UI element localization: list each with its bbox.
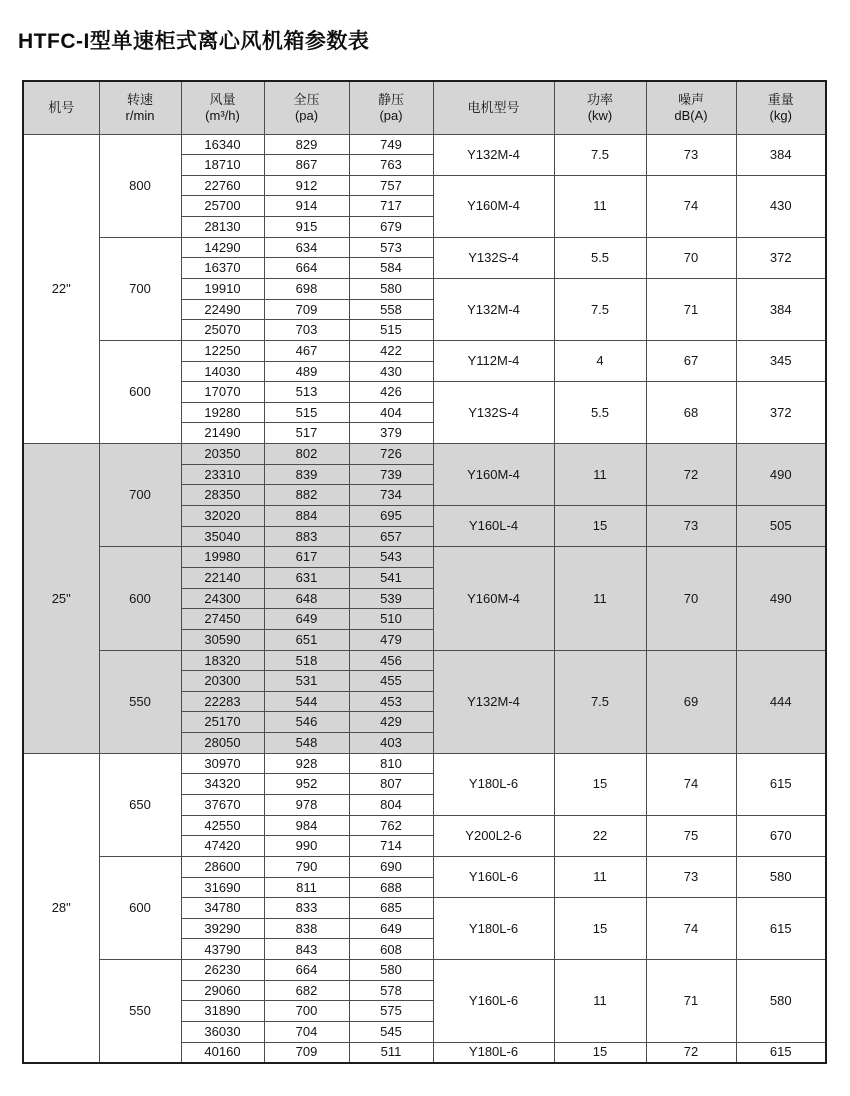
power-cell: 7.5 — [554, 650, 646, 753]
static-pressure-cell: 510 — [349, 609, 433, 630]
page-title: HTFC-I型单速柜式离心风机箱参数表 — [18, 30, 370, 53]
air-flow-cell: 12250 — [181, 340, 264, 361]
motor-model-cell: Y160M-4 — [433, 547, 554, 650]
total-pressure-cell: 649 — [264, 609, 349, 630]
total-pressure-cell: 515 — [264, 402, 349, 423]
table-row — [23, 340, 826, 361]
static-pressure-cell: 379 — [349, 423, 433, 444]
power-cell: 15 — [554, 753, 646, 815]
speed-cell: 700 — [99, 237, 181, 340]
air-flow-cell: 20350 — [181, 444, 264, 465]
air-flow-cell: 40160 — [181, 1042, 264, 1063]
power-cell: 4 — [554, 340, 646, 381]
total-pressure-cell: 664 — [264, 258, 349, 279]
static-pressure-cell: 541 — [349, 567, 433, 588]
noise-cell: 70 — [646, 547, 736, 650]
speed-cell: 600 — [99, 340, 181, 443]
table-row — [23, 134, 826, 155]
weight-cell: 670 — [736, 815, 826, 856]
static-pressure-cell: 734 — [349, 485, 433, 506]
air-flow-cell: 47420 — [181, 836, 264, 857]
noise-cell: 73 — [646, 134, 736, 175]
total-pressure-cell: 467 — [264, 340, 349, 361]
noise-cell: 73 — [646, 506, 736, 547]
power-cell: 5.5 — [554, 237, 646, 278]
air-flow-cell: 28050 — [181, 733, 264, 754]
total-pressure-cell: 648 — [264, 588, 349, 609]
motor-model-cell: Y132M-4 — [433, 278, 554, 340]
total-pressure-cell: 952 — [264, 774, 349, 795]
static-pressure-cell: 479 — [349, 629, 433, 650]
air-flow-cell: 23310 — [181, 464, 264, 485]
motor-model-cell: Y200L2-6 — [433, 815, 554, 856]
motor-model-cell: Y180L-6 — [433, 1042, 554, 1063]
static-pressure-cell: 810 — [349, 753, 433, 774]
total-pressure-cell: 838 — [264, 918, 349, 939]
static-pressure-cell: 726 — [349, 444, 433, 465]
noise-cell: 75 — [646, 815, 736, 856]
air-flow-cell: 31890 — [181, 1001, 264, 1022]
static-pressure-cell: 757 — [349, 175, 433, 196]
static-pressure-cell: 453 — [349, 691, 433, 712]
air-flow-cell: 30590 — [181, 629, 264, 650]
total-pressure-cell: 489 — [264, 361, 349, 382]
air-flow-cell: 25700 — [181, 196, 264, 217]
table-row — [23, 650, 826, 671]
total-pressure-cell: 914 — [264, 196, 349, 217]
air-flow-cell: 22140 — [181, 567, 264, 588]
power-cell: 11 — [554, 856, 646, 897]
static-pressure-cell: 688 — [349, 877, 433, 898]
static-pressure-cell: 714 — [349, 836, 433, 857]
static-pressure-cell: 584 — [349, 258, 433, 279]
motor-model-cell: Y160M-4 — [433, 444, 554, 506]
noise-cell: 68 — [646, 382, 736, 444]
air-flow-cell: 19910 — [181, 278, 264, 299]
total-pressure-cell: 802 — [264, 444, 349, 465]
table-body — [23, 134, 826, 1063]
total-pressure-cell: 884 — [264, 506, 349, 527]
static-pressure-cell: 804 — [349, 795, 433, 816]
static-pressure-cell: 543 — [349, 547, 433, 568]
static-pressure-cell: 807 — [349, 774, 433, 795]
speed-cell: 700 — [99, 444, 181, 547]
power-cell: 15 — [554, 898, 646, 960]
motor-model-cell: Y160L-4 — [433, 506, 554, 547]
machine-size-cell: 22" — [23, 134, 99, 444]
air-flow-cell: 19980 — [181, 547, 264, 568]
static-pressure-cell: 685 — [349, 898, 433, 919]
total-pressure-cell: 984 — [264, 815, 349, 836]
table-header — [23, 81, 826, 134]
total-pressure-cell: 664 — [264, 960, 349, 981]
total-pressure-cell: 698 — [264, 278, 349, 299]
air-flow-cell: 29060 — [181, 980, 264, 1001]
weight-cell: 430 — [736, 175, 826, 237]
total-pressure-cell: 682 — [264, 980, 349, 1001]
air-flow-cell: 20300 — [181, 671, 264, 692]
motor-model-cell: Y160M-4 — [433, 175, 554, 237]
air-flow-cell: 30970 — [181, 753, 264, 774]
power-cell: 15 — [554, 1042, 646, 1063]
machine-size-cell: 25" — [23, 444, 99, 754]
table-row — [23, 444, 826, 465]
static-pressure-cell: 695 — [349, 506, 433, 527]
table-row — [23, 960, 826, 981]
static-pressure-cell: 580 — [349, 278, 433, 299]
weight-cell: 505 — [736, 506, 826, 547]
total-pressure-cell: 883 — [264, 526, 349, 547]
total-pressure-cell: 928 — [264, 753, 349, 774]
air-flow-cell: 34320 — [181, 774, 264, 795]
table-row — [23, 856, 826, 877]
total-pressure-cell: 617 — [264, 547, 349, 568]
air-flow-cell: 34780 — [181, 898, 264, 919]
weight-cell: 615 — [736, 898, 826, 960]
motor-model-cell: Y180L-6 — [433, 753, 554, 815]
noise-cell: 74 — [646, 175, 736, 237]
motor-model-cell: Y132S-4 — [433, 382, 554, 444]
air-flow-cell: 32020 — [181, 506, 264, 527]
air-flow-cell: 35040 — [181, 526, 264, 547]
air-flow-cell: 21490 — [181, 423, 264, 444]
total-pressure-cell: 811 — [264, 877, 349, 898]
total-pressure-cell: 912 — [264, 175, 349, 196]
static-pressure-cell: 657 — [349, 526, 433, 547]
air-flow-cell: 22760 — [181, 175, 264, 196]
static-pressure-cell: 580 — [349, 960, 433, 981]
table-row — [23, 237, 826, 258]
machine-size-cell: 28" — [23, 753, 99, 1063]
static-pressure-cell: 511 — [349, 1042, 433, 1063]
total-pressure-cell: 915 — [264, 217, 349, 238]
total-pressure-cell: 709 — [264, 299, 349, 320]
total-pressure-cell: 843 — [264, 939, 349, 960]
air-flow-cell: 39290 — [181, 918, 264, 939]
static-pressure-cell: 717 — [349, 196, 433, 217]
weight-cell: 580 — [736, 960, 826, 1043]
power-cell: 7.5 — [554, 134, 646, 175]
speed-cell: 600 — [99, 856, 181, 959]
weight-cell: 615 — [736, 1042, 826, 1063]
header-static-pressure: 静压 (pa) — [349, 81, 433, 134]
static-pressure-cell: 573 — [349, 237, 433, 258]
motor-model-cell: Y180L-6 — [433, 898, 554, 960]
header-machine-size: 机号 — [23, 81, 99, 134]
static-pressure-cell: 426 — [349, 382, 433, 403]
total-pressure-cell: 833 — [264, 898, 349, 919]
static-pressure-cell: 539 — [349, 588, 433, 609]
power-cell: 15 — [554, 506, 646, 547]
static-pressure-cell: 762 — [349, 815, 433, 836]
air-flow-cell: 28600 — [181, 856, 264, 877]
motor-model-cell: Y160L-6 — [433, 960, 554, 1043]
power-cell: 5.5 — [554, 382, 646, 444]
speed-cell: 550 — [99, 960, 181, 1063]
power-cell: 11 — [554, 547, 646, 650]
weight-cell: 345 — [736, 340, 826, 381]
power-cell: 7.5 — [554, 278, 646, 340]
total-pressure-cell: 990 — [264, 836, 349, 857]
static-pressure-cell: 422 — [349, 340, 433, 361]
weight-cell: 490 — [736, 444, 826, 506]
table-row — [23, 547, 826, 568]
weight-cell: 372 — [736, 237, 826, 278]
speed-cell: 600 — [99, 547, 181, 650]
total-pressure-cell: 631 — [264, 567, 349, 588]
air-flow-cell: 18710 — [181, 155, 264, 176]
motor-model-cell: Y132S-4 — [433, 237, 554, 278]
static-pressure-cell: 763 — [349, 155, 433, 176]
air-flow-cell: 16340 — [181, 134, 264, 155]
air-flow-cell: 36030 — [181, 1022, 264, 1043]
power-cell: 22 — [554, 815, 646, 856]
header-power: 功率 (kw) — [554, 81, 646, 134]
static-pressure-cell: 429 — [349, 712, 433, 733]
static-pressure-cell: 515 — [349, 320, 433, 341]
total-pressure-cell: 651 — [264, 629, 349, 650]
header-noise: 噪声 dB(A) — [646, 81, 736, 134]
noise-cell: 70 — [646, 237, 736, 278]
static-pressure-cell: 749 — [349, 134, 433, 155]
air-flow-cell: 31690 — [181, 877, 264, 898]
static-pressure-cell: 690 — [349, 856, 433, 877]
total-pressure-cell: 517 — [264, 423, 349, 444]
speed-cell: 650 — [99, 753, 181, 856]
total-pressure-cell: 544 — [264, 691, 349, 712]
header-speed: 转速 r/min — [99, 81, 181, 134]
total-pressure-cell: 704 — [264, 1022, 349, 1043]
air-flow-cell: 43790 — [181, 939, 264, 960]
total-pressure-cell: 703 — [264, 320, 349, 341]
total-pressure-cell: 548 — [264, 733, 349, 754]
air-flow-cell: 26230 — [181, 960, 264, 981]
static-pressure-cell: 455 — [349, 671, 433, 692]
air-flow-cell: 14290 — [181, 237, 264, 258]
static-pressure-cell: 558 — [349, 299, 433, 320]
weight-cell: 372 — [736, 382, 826, 444]
weight-cell: 490 — [736, 547, 826, 650]
total-pressure-cell: 513 — [264, 382, 349, 403]
weight-cell: 615 — [736, 753, 826, 815]
total-pressure-cell: 518 — [264, 650, 349, 671]
total-pressure-cell: 829 — [264, 134, 349, 155]
total-pressure-cell: 634 — [264, 237, 349, 258]
total-pressure-cell: 882 — [264, 485, 349, 506]
air-flow-cell: 37670 — [181, 795, 264, 816]
total-pressure-cell: 700 — [264, 1001, 349, 1022]
noise-cell: 74 — [646, 753, 736, 815]
total-pressure-cell: 709 — [264, 1042, 349, 1063]
air-flow-cell: 28130 — [181, 217, 264, 238]
air-flow-cell: 18320 — [181, 650, 264, 671]
header-air-flow: 风量 (m³/h) — [181, 81, 264, 134]
weight-cell: 444 — [736, 650, 826, 753]
noise-cell: 67 — [646, 340, 736, 381]
weight-cell: 384 — [736, 134, 826, 175]
air-flow-cell: 25170 — [181, 712, 264, 733]
noise-cell: 74 — [646, 898, 736, 960]
total-pressure-cell: 839 — [264, 464, 349, 485]
weight-cell: 384 — [736, 278, 826, 340]
noise-cell: 72 — [646, 1042, 736, 1063]
power-cell: 11 — [554, 960, 646, 1043]
noise-cell: 69 — [646, 650, 736, 753]
noise-cell: 73 — [646, 856, 736, 897]
header-weight: 重量 (kg) — [736, 81, 826, 134]
total-pressure-cell: 790 — [264, 856, 349, 877]
air-flow-cell: 27450 — [181, 609, 264, 630]
motor-model-cell: Y132M-4 — [433, 650, 554, 753]
air-flow-cell: 22490 — [181, 299, 264, 320]
header-total-pressure: 全压 (pa) — [264, 81, 349, 134]
fan-parameter-table — [22, 80, 827, 1064]
static-pressure-cell: 430 — [349, 361, 433, 382]
air-flow-cell: 16370 — [181, 258, 264, 279]
static-pressure-cell: 608 — [349, 939, 433, 960]
noise-cell: 71 — [646, 278, 736, 340]
static-pressure-cell: 575 — [349, 1001, 433, 1022]
power-cell: 11 — [554, 175, 646, 237]
air-flow-cell: 28350 — [181, 485, 264, 506]
noise-cell: 72 — [646, 444, 736, 506]
weight-cell: 580 — [736, 856, 826, 897]
noise-cell: 71 — [646, 960, 736, 1043]
static-pressure-cell: 739 — [349, 464, 433, 485]
static-pressure-cell: 649 — [349, 918, 433, 939]
power-cell: 11 — [554, 444, 646, 506]
static-pressure-cell: 578 — [349, 980, 433, 1001]
static-pressure-cell: 679 — [349, 217, 433, 238]
total-pressure-cell: 531 — [264, 671, 349, 692]
total-pressure-cell: 867 — [264, 155, 349, 176]
total-pressure-cell: 546 — [264, 712, 349, 733]
air-flow-cell: 24300 — [181, 588, 264, 609]
air-flow-cell: 22283 — [181, 691, 264, 712]
motor-model-cell: Y112M-4 — [433, 340, 554, 381]
speed-cell: 800 — [99, 134, 181, 237]
total-pressure-cell: 978 — [264, 795, 349, 816]
static-pressure-cell: 545 — [349, 1022, 433, 1043]
table-row — [23, 753, 826, 774]
speed-cell: 550 — [99, 650, 181, 753]
air-flow-cell: 25070 — [181, 320, 264, 341]
air-flow-cell: 17070 — [181, 382, 264, 403]
motor-model-cell: Y160L-6 — [433, 856, 554, 897]
static-pressure-cell: 404 — [349, 402, 433, 423]
air-flow-cell: 19280 — [181, 402, 264, 423]
static-pressure-cell: 456 — [349, 650, 433, 671]
static-pressure-cell: 403 — [349, 733, 433, 754]
header-motor-model: 电机型号 — [433, 81, 554, 134]
air-flow-cell: 14030 — [181, 361, 264, 382]
motor-model-cell: Y132M-4 — [433, 134, 554, 175]
air-flow-cell: 42550 — [181, 815, 264, 836]
